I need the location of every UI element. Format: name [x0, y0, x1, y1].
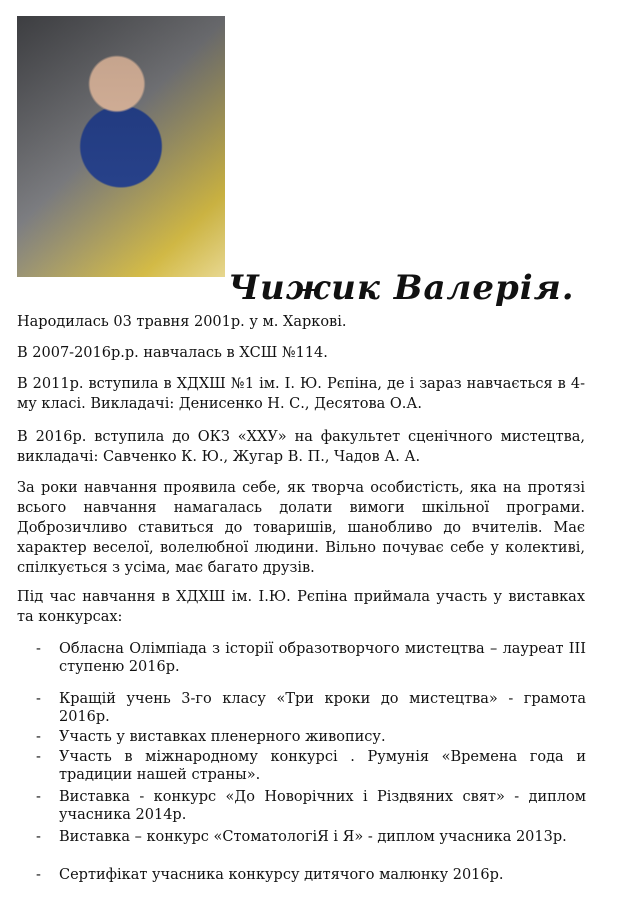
- list-item: - Виставка – конкурс «СтоматологіЯ і Я» - диплом учасника 2013р.: [36, 829, 567, 845]
- birth-info: Народилась 03 травня 2001р. у м. Харкові.: [17, 314, 347, 330]
- art-school-info: В 2011р. вступила в ХДХШ №1 ім. І. Ю. Рєпіна, де і зараз навчається в 4-му класі. Викладачі: Денисенко Н. С., Десятова О.А.: [17, 376, 585, 412]
- list-item: - Сертифікат учасника конкурсу дитячого малюнку 2016р.: [36, 867, 504, 883]
- list-item: - Участь у виставках пленерного живопису.: [36, 729, 386, 745]
- achievements-intro: Під час навчання в ХДХШ ім. І.Ю. Рєпіна приймала участь у виставках та конкурсах:: [17, 589, 585, 625]
- student-name: Чижик Валерія.: [228, 267, 575, 308]
- list-item: - Участь в міжнародному конкурсі . Румунія «Времена года и традиции нашей страны».: [36, 749, 586, 783]
- list-item: - Виставка - конкурс «До Новорічних і Різдвяних свят» - диплом учасника 2014р.: [36, 789, 586, 823]
- portrait-photo: [17, 16, 225, 277]
- character-description: За роки навчання проявила себе, як творча особистість, яка на протязі всього навчання намагалась долати вимоги шкільної програми. Доброзичливо ставиться до товаришів, шанобливо до вчителів. Має характер веселої, волелюбної людини. Вільно почуває себе у колективі, спілкується з усіма, має багато друзів.: [17, 480, 585, 576]
- school-info: В 2007-2016р.р. навчалась в ХСШ №114.: [17, 345, 328, 361]
- list-item: - Кращій учень 3-го класу «Три кроки до мистецтва» - грамота 2016р.: [36, 691, 586, 725]
- list-item: - Обласна Олімпіада з історії образотворчого мистецтва – лауреат ІІІ ступеню 2016р.: [36, 641, 586, 675]
- college-info: В 2016р. вступила до ОКЗ «ХХУ» на факультет сценічного мистецтва, викладачі: Савченко К. Ю., Жугар В. П., Чадов А. А.: [17, 429, 585, 465]
